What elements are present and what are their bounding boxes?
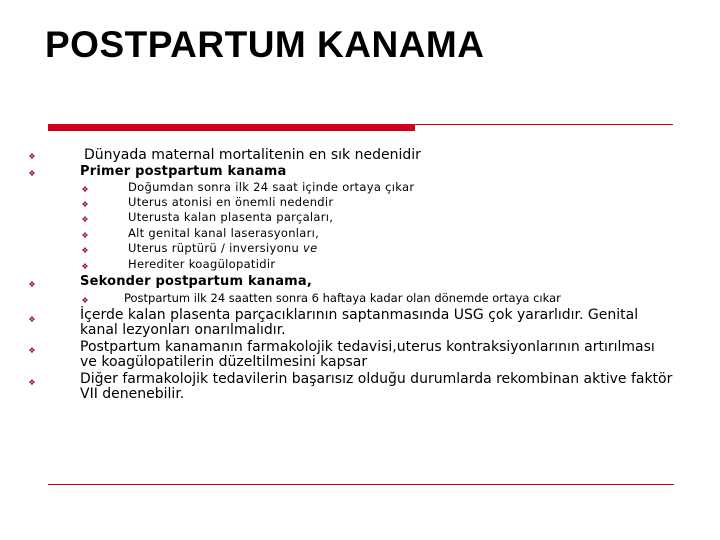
bullet-text-primary: Primer postpartum kanama: [80, 164, 287, 179]
footer-rule: [48, 484, 674, 485]
slide-title: POSTPARTUM KANAMA: [45, 24, 485, 65]
diamond-bullet-icon: ❖: [28, 169, 36, 178]
bullet-text-pharmacologic: Postpartum kanamanın farmakolojik tedavisi,uterus kontraksiyonlarının artırılması ve koagülopatilerin düzeltilmesini kapsar: [80, 339, 655, 370]
diamond-bullet-icon: ❖: [28, 152, 36, 161]
sub-item: Doğumdan sonra ilk 24 saat içinde ortaya çıkar: [128, 180, 415, 194]
diamond-bullet-icon: ❖: [81, 215, 89, 224]
diamond-bullet-icon: ❖: [28, 378, 36, 387]
diamond-bullet-icon: ❖: [81, 296, 89, 305]
sub-item: Herediter koagülopatidir: [128, 257, 276, 271]
sub-item: Alt genital kanal laserasyonları,: [128, 226, 320, 240]
sub-item-italic: ve: [303, 241, 318, 255]
diamond-bullet-icon: ❖: [28, 280, 36, 289]
sub-item: Postpartum ilk 24 saatten sonra 6 haftaya kadar olan dönemde ortaya cıkar: [124, 291, 561, 305]
diamond-bullet-icon: ❖: [81, 262, 89, 271]
diamond-bullet-icon: ❖: [81, 200, 89, 209]
diamond-bullet-icon: ❖: [81, 231, 89, 240]
sub-item: [128, 241, 318, 255]
bullet-text-mortality: Dünyada maternal mortalitenin en sık nedenidir: [84, 147, 421, 163]
diamond-bullet-icon: ❖: [28, 315, 36, 324]
bullet-text-factor-vii: Diğer farmakolojik tedavilerin başarısız olduğu durumlarda rekombinan aktive faktör VII denenebilir.: [80, 371, 673, 402]
title-underline-thick: [48, 124, 415, 131]
bullet-text-usg: İçerde kalan plasenta parçacıklarının saptanmasında USG çok yararlıdır. Genital kanal lezyonları onarılmalıdır.: [80, 307, 639, 338]
diamond-bullet-icon: ❖: [81, 185, 89, 194]
diamond-bullet-icon: ❖: [81, 246, 89, 255]
sub-item-text: Uterus rüptürü / inversiyonu: [128, 241, 304, 255]
diamond-bullet-icon: ❖: [28, 346, 36, 355]
title-underline-thin: [415, 124, 673, 125]
sub-item: Uterus atonisi en önemli nedendir: [128, 195, 334, 209]
bullet-text-secondary: Sekonder postpartum kanama,: [80, 274, 313, 289]
sub-item: Uterusta kalan plasenta parçaları,: [128, 210, 334, 224]
